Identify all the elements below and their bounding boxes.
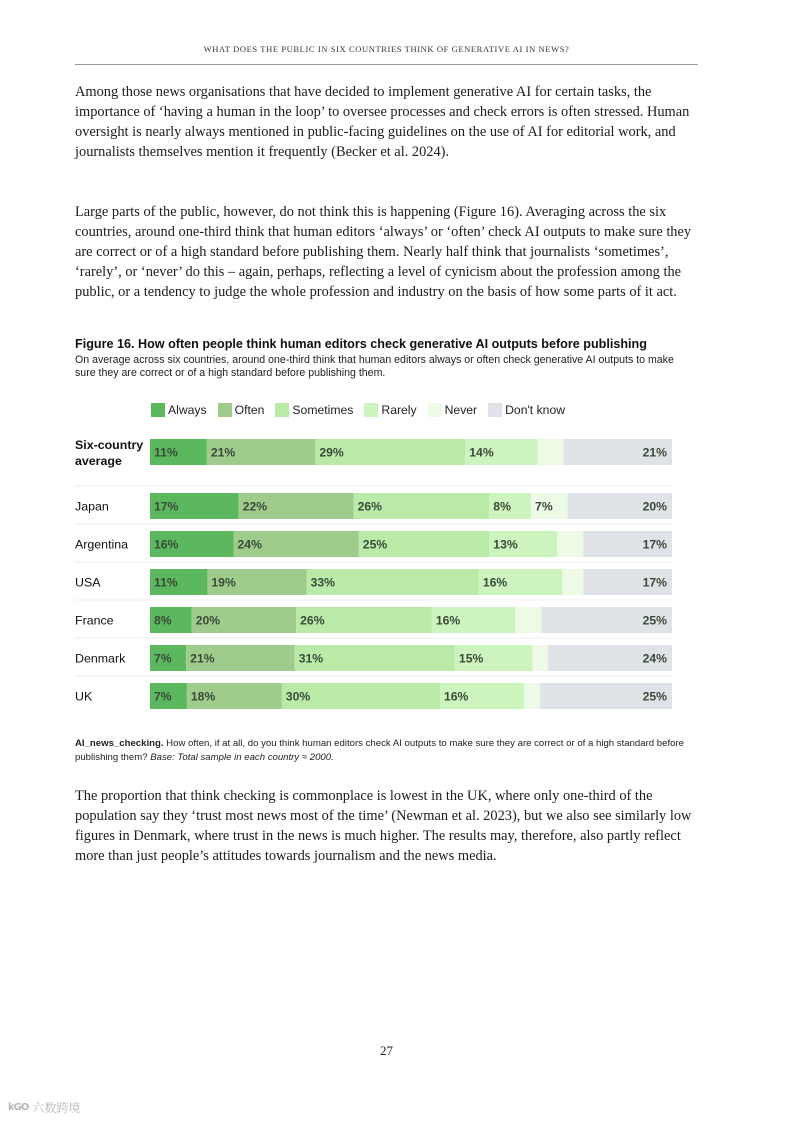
bar-value-label: 24% [642,651,667,666]
category-label: USA [75,575,101,590]
category-label: France [75,613,114,628]
legend-label: Always [168,403,207,417]
figure-note [75,737,695,765]
body-paragraph-3: The proportion that think checking is commonplace is lowest in the UK, where only one-third of the population say they ‘trust most news most of the time’ (Newman et al. 2023), but we also see similarly low figures in Denmark, where trust in the news is much higher. The results may, therefore, also partly reflect more than just people’s attitudes towards journalism and the news media. [75,788,692,864]
bar-value-label: 21% [642,445,667,460]
watermark [8,1097,80,1117]
bar-value-label: 7% [154,651,172,666]
bar-segment-never [557,531,583,557]
bar-value-label: 15% [458,651,484,666]
bar-value-label: 11% [154,575,178,590]
legend-label: Rarely [381,403,417,417]
figure-note-base: Base: Total sample in each country ≈ 2000. [150,752,334,763]
bar-value-label: 26% [300,613,325,628]
bar-value-label: 26% [357,499,382,514]
bar-value-label: 16% [482,575,508,590]
category-label: average [75,454,122,468]
legend-label: Sometimes [292,403,354,417]
legend-label: Don't know [505,403,566,417]
category-label: Japan [75,499,109,514]
bar-value-label: 14% [469,445,494,460]
figure-subtitle: On average across six countries, around one-third think that human editors always or often check generative AI outputs to make sure they are correct or of a high standard before publishing them. [75,354,674,380]
bar-value-label: 31% [298,651,324,666]
bar-value-label: 16% [444,689,469,704]
bar-value-label: 19% [211,575,236,590]
category-label: Argentina [75,537,129,552]
bar-value-label: 8% [493,499,511,514]
bar-value-label: 8% [154,613,172,628]
bar-value-label: 18% [190,689,216,704]
category-label: Denmark [75,651,126,666]
bar-segment-never [515,607,541,633]
bar-value-label: 20% [642,499,667,514]
legend-label: Often [234,403,265,417]
bar-value-label: 25% [642,613,667,628]
watermark-text: 六数跨境 [32,1100,81,1115]
bar-value-label: 20% [195,613,221,628]
bar-value-label: 24% [237,537,262,552]
bar-segment-never [562,569,583,595]
bar-value-label: 17% [642,537,667,552]
body-paragraph-2: Large parts of the public, however, do not think this is happening (Figure 16). Averaging across the six countries, around one-third think that human editors ‘always’ or ‘often’ check AI outputs to make sure they are correct or of a high standard before publishing them. Nearly half think that journalists ‘sometimes’, ‘rarely’, or ‘never’ do this – again, perhaps, reflecting a level of cynicism about the profession among the public, or a tendency to judge the whole profession and industry on the basis of how some parts of it act. [75,204,692,300]
bar-value-label: 16% [435,613,461,628]
category-label: Six-country [75,438,144,452]
bar-value-label: 7% [154,689,172,704]
bar-value-label: 25% [642,689,667,704]
bar-value-label: 30% [285,689,311,704]
bar-segment-never [538,439,564,465]
running-header: WHAT DOES THE PUBLIC IN SIX COUNTRIES THINK OF GENERATIVE AI IN NEWS? [203,44,570,54]
bar-value-label: 13% [493,537,518,552]
watermark-logo-icon: kGO [8,1101,29,1113]
bar-value-label: 7% [535,499,553,514]
category-label: UK [75,689,93,704]
bar-segment-never [524,683,540,709]
bar-value-label: 21% [190,651,215,666]
figure-note-question: How often, if at all, do you think human editors check AI outputs to make sure they are correct or of a high standard before publishing them? [75,738,684,763]
bar-value-label: 17% [642,575,667,590]
bar-value-label: 17% [154,499,179,514]
body-paragraph-1: Among those news organisations that have decided to implement generative AI for certain tasks, the importance of ‘having a human in the loop’ to oversee processes and check errors is often stressed. Human oversight is nearly always mentioned in public-facing guidelines on the use of AI for editorial work, and journalists themselves mention it frequently (Becker et al. 2024). [75,84,690,160]
bar-value-label: 16% [154,537,179,552]
bar-value-label: 33% [310,575,336,590]
bar-value-label: 11% [154,445,178,460]
figure-title: Figure 16. How often people think human editors check generative AI outputs before publishing [75,337,647,351]
bar-segment-never [532,645,548,671]
bar-value-label: 21% [210,445,236,460]
figure-note-code: AI_news_checking. [75,738,164,749]
bar-value-label: 25% [362,537,388,552]
page-number: 27 [380,1043,393,1058]
bar-value-label: 22% [242,499,268,514]
bar-value-label: 29% [319,445,344,460]
legend-label: Never [444,403,478,417]
